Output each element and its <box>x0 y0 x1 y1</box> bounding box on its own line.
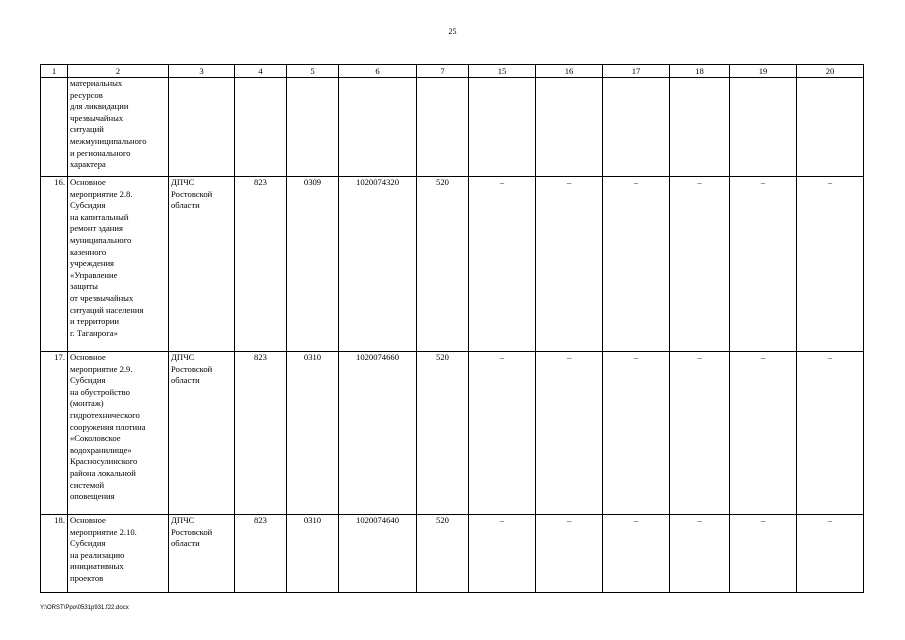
cell-col15: – <box>469 177 536 352</box>
cell-col15: – <box>469 352 536 515</box>
measure-name: материальных ресурсов для ликвидации чрезвычайных ситуаций межмуниципального и регионального характера <box>68 78 169 177</box>
cell-col5 <box>287 78 339 177</box>
page-number: 25 <box>448 27 457 36</box>
cell-col16: – <box>536 177 603 352</box>
executor: ДПЧС Ростовской области <box>169 352 235 515</box>
row-number <box>41 78 68 177</box>
cell-col7: 520 <box>417 177 469 352</box>
cell-col18: – <box>670 515 730 593</box>
cell-col20: – <box>797 352 864 515</box>
row-number: 16. <box>41 177 68 352</box>
cell-col20: – <box>797 515 864 593</box>
header-cell: 5 <box>287 65 339 78</box>
header-cell: 20 <box>797 65 864 78</box>
cell-col16: – <box>536 515 603 593</box>
cell-col19: – <box>730 177 797 352</box>
cell-col19 <box>730 78 797 177</box>
table-row <box>41 515 864 593</box>
cell-col7 <box>417 78 469 177</box>
row-number: 18. <box>41 515 68 593</box>
header-cell: 18 <box>670 65 730 78</box>
cell-col18: – <box>670 352 730 515</box>
row-number: 17. <box>41 352 68 515</box>
cell-col16: – <box>536 352 603 515</box>
cell-col20: – <box>797 177 864 352</box>
header-cell: 17 <box>603 65 670 78</box>
cell-col5: 0309 <box>287 177 339 352</box>
cell-col5: 0310 <box>287 515 339 593</box>
cell-col20 <box>797 78 864 177</box>
table-row <box>41 352 864 515</box>
header-cell: 16 <box>536 65 603 78</box>
cell-col16 <box>536 78 603 177</box>
cell-col4 <box>235 78 287 177</box>
measure-name: Основное мероприятие 2.10. Субсидия на реализацию инициативных проектов <box>68 515 169 593</box>
cell-col6: 1020074660 <box>339 352 417 515</box>
cell-col4: 823 <box>235 352 287 515</box>
header-cell: 2 <box>68 65 169 78</box>
cell-col6: 1020074320 <box>339 177 417 352</box>
executor: ДПЧС Ростовской области <box>169 515 235 593</box>
cell-col7: 520 <box>417 352 469 515</box>
cell-col15: – <box>469 515 536 593</box>
executor <box>169 78 235 177</box>
cell-col4: 823 <box>235 177 287 352</box>
document-path-footer: Y:\ORST\Ppo\0531p931.f22.docx <box>40 605 129 611</box>
cell-col17: – <box>603 515 670 593</box>
cell-col17 <box>603 78 670 177</box>
cell-col18: – <box>670 177 730 352</box>
cell-col18 <box>670 78 730 177</box>
table-row <box>41 177 864 352</box>
budget-table <box>40 64 864 593</box>
cell-col19: – <box>730 515 797 593</box>
cell-col6 <box>339 78 417 177</box>
header-cell: 15 <box>469 65 536 78</box>
header-cell: 19 <box>730 65 797 78</box>
measure-name: Основное мероприятие 2.9. Субсидия на обустройство (монтаж) гидротехнического сооружения плотина «Соколовское водохранилище» Красносулинского района локальной системой оповещения <box>68 352 169 515</box>
cell-col19: – <box>730 352 797 515</box>
cell-col17: – <box>603 352 670 515</box>
header-cell: 7 <box>417 65 469 78</box>
cell-col5: 0310 <box>287 352 339 515</box>
table-header-row <box>41 65 864 78</box>
cell-col7: 520 <box>417 515 469 593</box>
cell-col15 <box>469 78 536 177</box>
measure-name: Основное мероприятие 2.8. Субсидия на капитальный ремонт здания муниципального казенного учреждения «Управление защиты от чрезвычайных ситуаций населения и территории г. Таганрога» <box>68 177 169 352</box>
executor: ДПЧС Ростовской области <box>169 177 235 352</box>
header-cell: 4 <box>235 65 287 78</box>
cell-col4: 823 <box>235 515 287 593</box>
header-cell: 6 <box>339 65 417 78</box>
table-row <box>41 78 864 177</box>
header-cell: 1 <box>41 65 68 78</box>
cell-col6: 1020074640 <box>339 515 417 593</box>
cell-col17: – <box>603 177 670 352</box>
header-cell: 3 <box>169 65 235 78</box>
